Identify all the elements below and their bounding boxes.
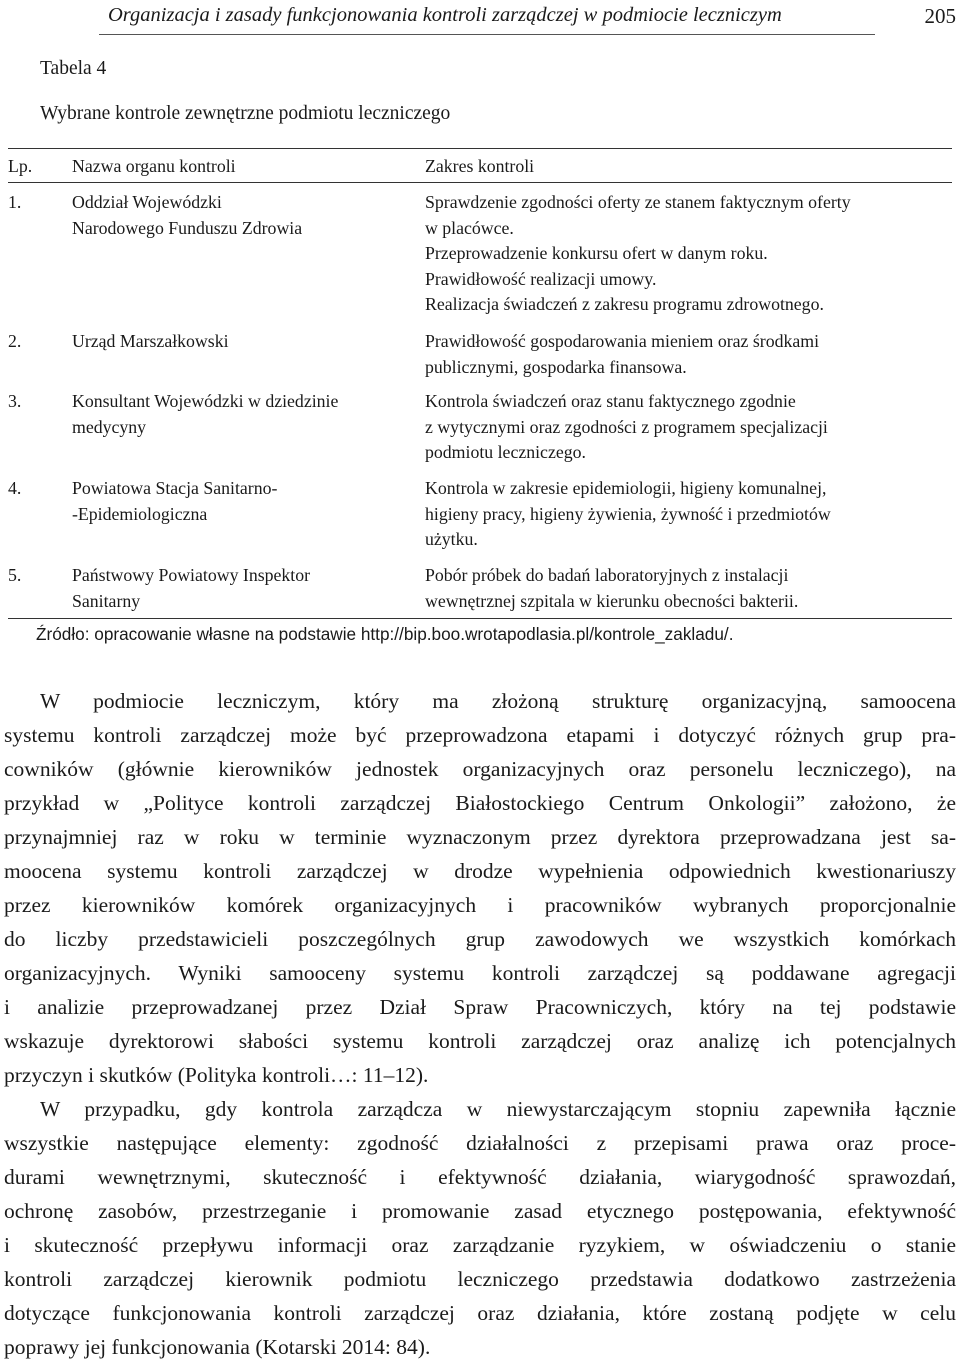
row-name-line: medycyny xyxy=(72,416,147,437)
header-name: Nazwa organu kontroli xyxy=(72,156,236,176)
text-line: W podmiocie leczniczym, który ma złożoną strukturę organizacyjną, samoocena xyxy=(40,689,956,713)
row-scope xyxy=(425,329,955,380)
row-name xyxy=(72,389,392,440)
text-line: W przypadku, gdy kontrola zarządcza w niewystarczającym stopniu zapewniła łącznie xyxy=(40,1097,956,1121)
row-lp: 1. xyxy=(8,192,22,212)
text-line: do liczby przedstawicieli poszczególnych grup zawodowych we wszystkich komórkach xyxy=(4,927,956,951)
table-header-rule xyxy=(8,182,952,183)
text-line: systemu kontroli zarządczej może być przeprowadzona etapami i dotyczyć różnych grup pra- xyxy=(4,723,956,747)
row-scope-line: w placówce. xyxy=(425,217,514,238)
row-scope-line: wewnętrznej szpitala w kierunku obecności bakterii. xyxy=(425,590,799,611)
text-line: poprawy jej funkcjonowania (Kotarski 2014: 84). xyxy=(4,1335,431,1359)
row-scope-line: publicznymi, gospodarka finansowa. xyxy=(425,356,687,377)
row-scope-line: Prawidłowość gospodarowania mieniem oraz środkami xyxy=(425,331,820,351)
header-lp: Lp. xyxy=(8,156,33,176)
body-text xyxy=(4,684,956,1364)
row-scope-line: Przeprowadzenie konkursu ofert w danym roku. xyxy=(425,243,768,263)
row-name-line: Państwowy Powiatowy Inspektor xyxy=(72,565,311,585)
header-scope: Zakres kontroli xyxy=(425,156,535,176)
row-name-line: Urząd Marszałkowski xyxy=(72,331,229,351)
text-line: i skuteczność przepływu informacji oraz zarządzanie ryzykiem, w oświadczeniu o stanie xyxy=(4,1233,956,1257)
text-line: durami wewnętrznymi, skuteczność i efektywność działania, wiarygodność sprawozdań, xyxy=(4,1165,956,1189)
row-scope-line: higieny pracy, higieny żywienia, żywność i przedmiotów xyxy=(425,503,831,524)
row-name-line: Narodowego Funduszu Zdrowia xyxy=(72,217,303,238)
text-line: moocena systemu kontroli zarządczej w drodze wypełnienia odpowiednich kwestionariuszy xyxy=(4,859,956,883)
running-header xyxy=(0,0,960,34)
text-line: wszystkie następujące elementy: zgodność działalności z przepisami prawa oraz proce- xyxy=(4,1131,956,1155)
text-line: ochronę zasobów, przestrzeganie i promowanie zasad etycznego postępowania, efektywność xyxy=(4,1199,956,1223)
row-name-line: Konsultant Wojewódzki w dziedzinie xyxy=(72,391,339,411)
row-scope xyxy=(425,190,955,318)
row-lp: 5. xyxy=(8,565,22,585)
row-scope-line: Kontrola świadczeń oraz stanu faktycznego zgodnie xyxy=(425,391,796,411)
row-scope xyxy=(425,389,955,466)
table-label: Tabela 4 xyxy=(40,58,107,79)
row-scope-line: Prawidłowość realizacji umowy. xyxy=(425,268,657,289)
table-caption: Wybrane kontrole zewnętrzne podmiotu leczniczego xyxy=(40,103,451,124)
paragraph-1 xyxy=(4,684,956,1092)
row-name xyxy=(72,329,392,355)
row-scope-line: Kontrola w zakresie epidemiologii, higieny komunalnej, xyxy=(425,478,827,498)
row-scope-line: użytku. xyxy=(425,529,478,549)
paragraph-2 xyxy=(4,1092,956,1364)
row-scope xyxy=(425,563,955,614)
running-title: Organizacja i zasady funkcjonowania kontroli zarządczej w podmiocie leczniczym xyxy=(108,4,782,26)
text-line: przyczyn i skutków (Polityka kontroli…: 11–12). xyxy=(4,1063,429,1087)
row-name xyxy=(72,476,392,527)
row-scope-line: Sprawdzenie zgodności oferty ze stanem faktycznym oferty xyxy=(425,192,851,212)
table-bottom-rule xyxy=(8,618,952,619)
row-name-line: Powiatowa Stacja Sanitarno- xyxy=(72,478,278,498)
row-name-line: Sanitarny xyxy=(72,590,141,611)
text-line: kontroli zarządczej kierownik podmiotu leczniczego przedstawia dodatkowo zastrzeżenia xyxy=(4,1267,956,1291)
text-line: dotyczące funkcjonowania kontroli zarządczej oraz działania, które zostaną podjęte w celu xyxy=(4,1301,956,1325)
header-rule xyxy=(99,34,875,35)
row-name-line: -Epidemiologiczna xyxy=(72,503,208,524)
row-scope-line: Realizacja świadczeń z zakresu programu zdrowotnego. xyxy=(425,294,824,314)
row-name-line: Oddział Wojewódzki xyxy=(72,192,222,212)
row-scope xyxy=(425,476,955,553)
text-line: i analizie przeprowadzanej przez Dział Spraw Pracowniczych, który na tej podstawie xyxy=(4,995,956,1019)
row-lp: 4. xyxy=(8,478,22,498)
row-name xyxy=(72,190,392,241)
table-top-rule xyxy=(8,148,952,149)
text-line: wskazuje dyrektorowi słabości systemu kontroli zarządczej oraz analizę ich potencjalnych xyxy=(4,1029,956,1053)
text-line: przykład w „Polityce kontroli zarządczej Białostockiego Centrum Onkologii” założono, że xyxy=(4,791,956,815)
row-lp: 3. xyxy=(8,391,22,411)
text-line: cowników (głównie kierowników jednostek organizacyjnych oraz personelu leczniczego), na xyxy=(4,757,956,781)
text-line: przynajmniej raz w roku w terminie wyznaczonym przez dyrektora przeprowadzana jest sa- xyxy=(4,825,956,849)
text-line: organizacyjnych. Wyniki samooceny systemu kontroli zarządczej są poddawane agregacji xyxy=(4,961,956,985)
row-scope-line: podmiotu leczniczego. xyxy=(425,442,586,462)
row-name xyxy=(72,563,392,614)
row-scope-line: z wytycznymi oraz zgodności z programem specjalizacji xyxy=(425,416,828,437)
row-scope-line: Pobór próbek do badań laboratoryjnych z instalacji xyxy=(425,565,789,585)
text-line: przez kierowników komórek organizacyjnych i pracowników wybranych proporcjonalnie xyxy=(4,893,956,917)
table-source-note: Źródło: opracowanie własne na podstawie http://bip.boo.wrotapodlasia.pl/kontrole_zakladu/. xyxy=(36,624,734,644)
row-lp: 2. xyxy=(8,331,22,351)
page-number: 205 xyxy=(924,4,956,28)
